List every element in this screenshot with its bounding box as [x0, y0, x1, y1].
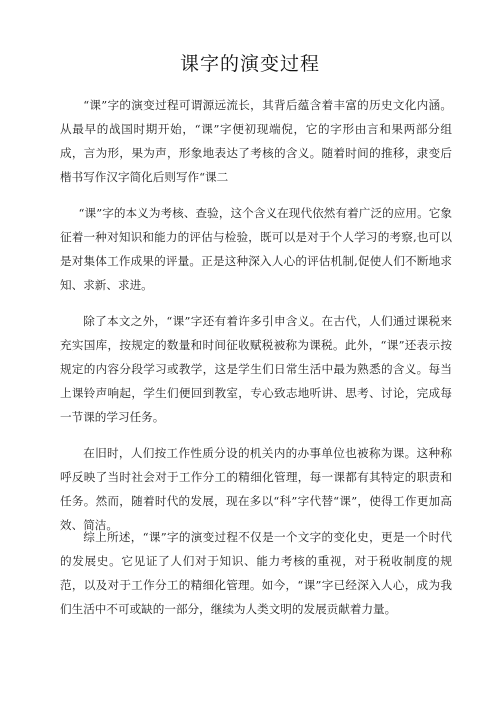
paragraph-5: 综上所述，“课”字的演变过程不仅是一个文字的变化史，更是一个时代的发展史。它见证了人们对于知识、能力考核的重视，对于税收制度的规范，以及对于工作分工的精细化管理。如今，“课”字已经深入人心，成为我们生活中不可或缺的一部分，继续为人类文明的发展贡献着力量。: [60, 530, 452, 616]
document-title: 课字的演变过程: [179, 53, 320, 75]
paragraph-3: 除了本文之外，“课”字还有着许多引申含义。在古代，人们通过课税来充实国库，按规定的数量和时间征收赋税被称为课税。此外，“课”还表示按规定的内容分段学习或教学，这是学生们日常生活中最为熟悉的含义。每当上课铃声响起，学生们便回到教室，专心致志地听讲、思考、讨论，完成每一节课的学习任务。: [60, 314, 452, 424]
paragraph-2: “课”字的本义为考核、查验，这个含义在现代依然有着广泛的应用。它象征着一种对知识和能力的评估与检验，既可以是对于个人学习的考察,也可以是对集体工作成果的评量。正是这种深入人心的评估机制,促使人们不断地求知、求新、求进。: [60, 206, 452, 292]
document-body: [60, 93, 452, 621]
paragraph-4: 在旧时，人们按工作性质分设的机关内的办事单位也被称为课。这种称呼反映了当时社会对于工作分工的精细化管理，每一课都有其特定的职责和任务。然而，随着时代的发展，现在多以“科”字代替“课”，使得工作更加高效、简洁。: [60, 446, 452, 532]
paragraph-1: “课”字的演变过程可谓源远流长，其背后蕴含着丰富的历史文化内涵。从最早的战国时期开始，“课”字便初现端倪，它的字形由言和果两部分组成，言为形，果为声，形象地表达了考核的含义。随着时间的推移，隶变后楷书写作汉字简化后则写作“课二: [60, 98, 452, 184]
